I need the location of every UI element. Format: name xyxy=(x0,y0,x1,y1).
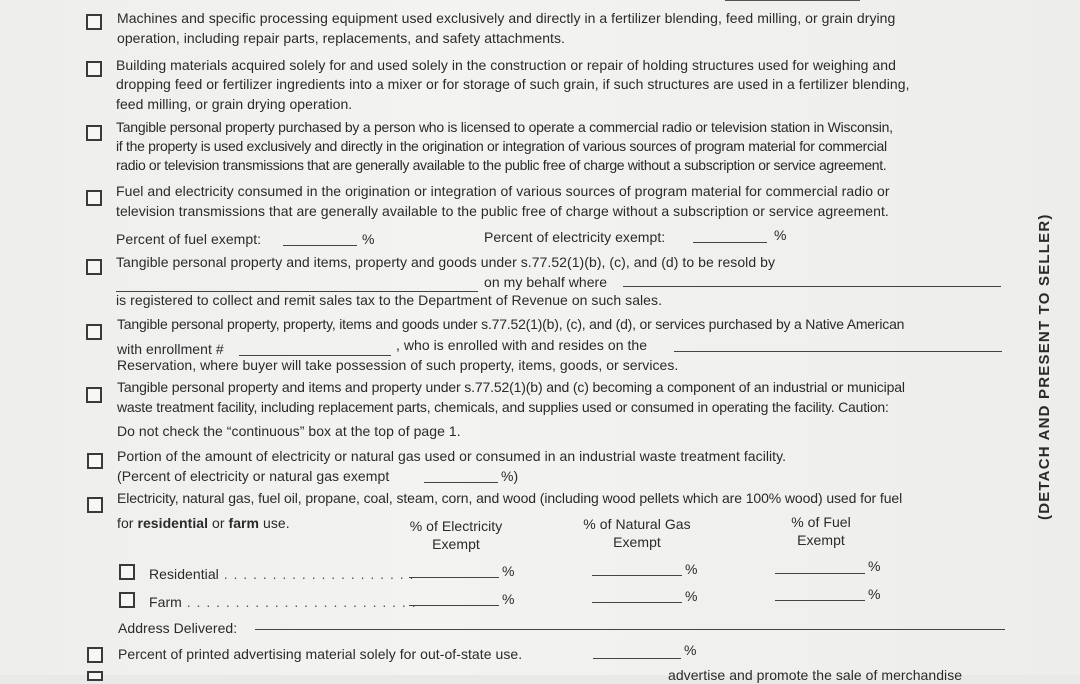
residential-gas-pct: % xyxy=(685,561,698,577)
bottom-partial-checkbox[interactable] xyxy=(87,671,103,681)
fuel-radio-text-line1: Fuel and electricity consumed in the origination or integration of various sources of program material for commercial radio or xyxy=(116,183,890,199)
resold-text-line2: on my behalf where xyxy=(484,274,608,290)
native-text-line1: Tangible personal property, property, items and goods under s.77.52(1)(b), (c), and (d), or services purchased by a Native American xyxy=(117,316,905,332)
portion-text-line1: Portion of the amount of electricity or natural gas used or consumed in an industrial waste treatment facility. xyxy=(117,448,787,464)
reservation-field[interactable] xyxy=(674,351,1002,352)
residential-elec-pct: % xyxy=(502,563,515,579)
printed-advertising-pct: % xyxy=(684,642,697,658)
fuel-electricity-radio-checkbox[interactable] xyxy=(86,190,102,206)
bottom-partial-text: advertise and promote the sale of merchandise xyxy=(668,667,963,683)
or-word: or xyxy=(211,515,225,531)
building-materials-checkbox[interactable] xyxy=(86,61,102,77)
col-elec-header-1: % of Electricity xyxy=(409,518,503,534)
residential-gas-field[interactable] xyxy=(592,575,682,576)
portion-text-end: %) xyxy=(501,468,519,484)
radio-text-line2: if the property is used exclusively and directly in the origination or integration of various sources of program material for commercial xyxy=(116,138,887,154)
waste-text-line2: waste treatment facility, including replacement parts, chemicals, and supplies used or consumed in operating the facility. Caution: xyxy=(117,399,889,415)
machines-text-line2: operation, including repair parts, replacements, and safety attachments. xyxy=(117,30,565,46)
col-elec-header-2: Exempt xyxy=(432,536,480,552)
farm-gas-field[interactable] xyxy=(592,602,682,603)
waste-text-line1: Tangible personal property and items and property under s.77.52(1)(b) and (c) becoming a component of an industrial or municipal xyxy=(117,379,905,395)
residential-intro-line1: Electricity, natural gas, fuel oil, propane, coal, steam, corn, and wood (including wood pellets which are 100% wood) used for fuel xyxy=(117,490,903,506)
farm-checkbox[interactable] xyxy=(119,592,135,608)
residential-fuel-field[interactable] xyxy=(775,573,865,574)
fuel-pct-label: Percent of fuel exempt: xyxy=(116,231,262,247)
building-text-line2: dropping feed or fertilizer ingredients into a mixer or for storage of such grain, if such structures are used in a fertilizer blending, xyxy=(116,76,910,92)
elec-pct-label: Percent of electricity exempt: xyxy=(484,229,666,245)
farm-label: Farm . . . . . . . . . . . . . . . . . . . . . . . . xyxy=(149,594,417,610)
building-text-line1: Building materials acquired solely for and used solely in the construction or repair of holding structures used for weighing and xyxy=(116,57,896,73)
farm-fuel-field[interactable] xyxy=(775,600,865,601)
radio-text-line1: Tangible personal property purchased by a person who is licensed to operate a commercial radio or television station in Wisconsin, xyxy=(116,119,893,135)
portion-waste-checkbox[interactable] xyxy=(87,453,103,469)
resold-checkbox[interactable] xyxy=(86,259,102,275)
printed-advertising-checkbox[interactable] xyxy=(87,647,103,663)
building-text-line3: feed milling, or grain drying operation. xyxy=(116,96,353,112)
col-fuel-header-1: % of Fuel xyxy=(791,514,851,530)
radio-text-line3: radio or television transmissions that are generally available to the public free of charge without a subscription or service agreement. xyxy=(116,157,887,173)
for-word: for xyxy=(117,515,134,531)
residential-farm-fuel-checkbox[interactable] xyxy=(87,497,103,513)
address-delivered-label: Address Delivered: xyxy=(118,620,238,636)
native-text-line2: , who is enrolled with and resides on the xyxy=(396,337,648,353)
printed-advertising-text: Percent of printed advertising material solely for out-of-state use. xyxy=(118,646,523,662)
elec-pct-sign: % xyxy=(774,227,787,243)
machines-checkbox[interactable] xyxy=(86,14,102,30)
residential-word: residential xyxy=(137,515,209,531)
radio-property-checkbox[interactable] xyxy=(86,125,102,141)
residential-label: Residential . . . . . . . . . . . . . . . . . . . . xyxy=(149,566,415,582)
native-text-line3: Reservation, where buyer will take possession of such property, items, goods, or services. xyxy=(117,357,679,373)
resold-where-field[interactable] xyxy=(623,286,1001,287)
residential-checkbox[interactable] xyxy=(119,564,135,580)
machines-text-line1: Machines and specific processing equipment used exclusively and directly in a fertilizer blending, feed milling, or grain drying xyxy=(117,10,896,26)
native-american-checkbox[interactable] xyxy=(86,324,102,340)
fuel-pct-sign: % xyxy=(362,231,375,247)
col-gas-header-1: % of Natural Gas xyxy=(583,516,691,532)
residential-elec-field[interactable] xyxy=(409,577,499,578)
farm-gas-pct: % xyxy=(685,588,698,604)
detach-side-label: (DETACH AND PRESENT TO SELLER) xyxy=(1036,213,1053,520)
use-word: use. xyxy=(263,515,290,531)
elec-pct-field[interactable] xyxy=(693,242,767,243)
resold-text-line1: Tangible personal property and items, property and goods under s.77.52(1)(b), (c), and (d) to be resold by xyxy=(116,254,775,270)
col-gas-header-2: Exempt xyxy=(613,534,661,550)
fuel-radio-text-line2: television transmissions that are generally available to the public free of charge without a subscription or service agreement. xyxy=(116,203,889,219)
resold-text-line3: is registered to collect and remit sales tax to the Department of Revenue on such sales. xyxy=(116,292,663,308)
farm-elec-pct: % xyxy=(502,591,515,607)
native-enroll-label: with enrollment # xyxy=(117,341,224,357)
waste-text-line3: Do not check the “continuous” box at the top of page 1. xyxy=(117,423,461,439)
residential-fuel-pct: % xyxy=(868,558,881,574)
printed-advertising-pct-field[interactable] xyxy=(593,658,681,659)
farm-elec-field[interactable] xyxy=(409,605,499,606)
waste-treatment-checkbox[interactable] xyxy=(86,387,102,403)
portion-text-line2: (Percent of electricity or natural gas exempt xyxy=(117,468,390,484)
top-partial-line xyxy=(725,0,860,1)
residential-intro-line2 xyxy=(117,514,290,532)
col-fuel-header-2: Exempt xyxy=(797,532,845,548)
portion-pct-field[interactable] xyxy=(424,482,498,483)
farm-fuel-pct: % xyxy=(868,586,881,602)
address-delivered-field[interactable] xyxy=(255,629,1005,630)
fuel-pct-field[interactable] xyxy=(283,245,357,246)
farm-word: farm xyxy=(228,515,260,531)
